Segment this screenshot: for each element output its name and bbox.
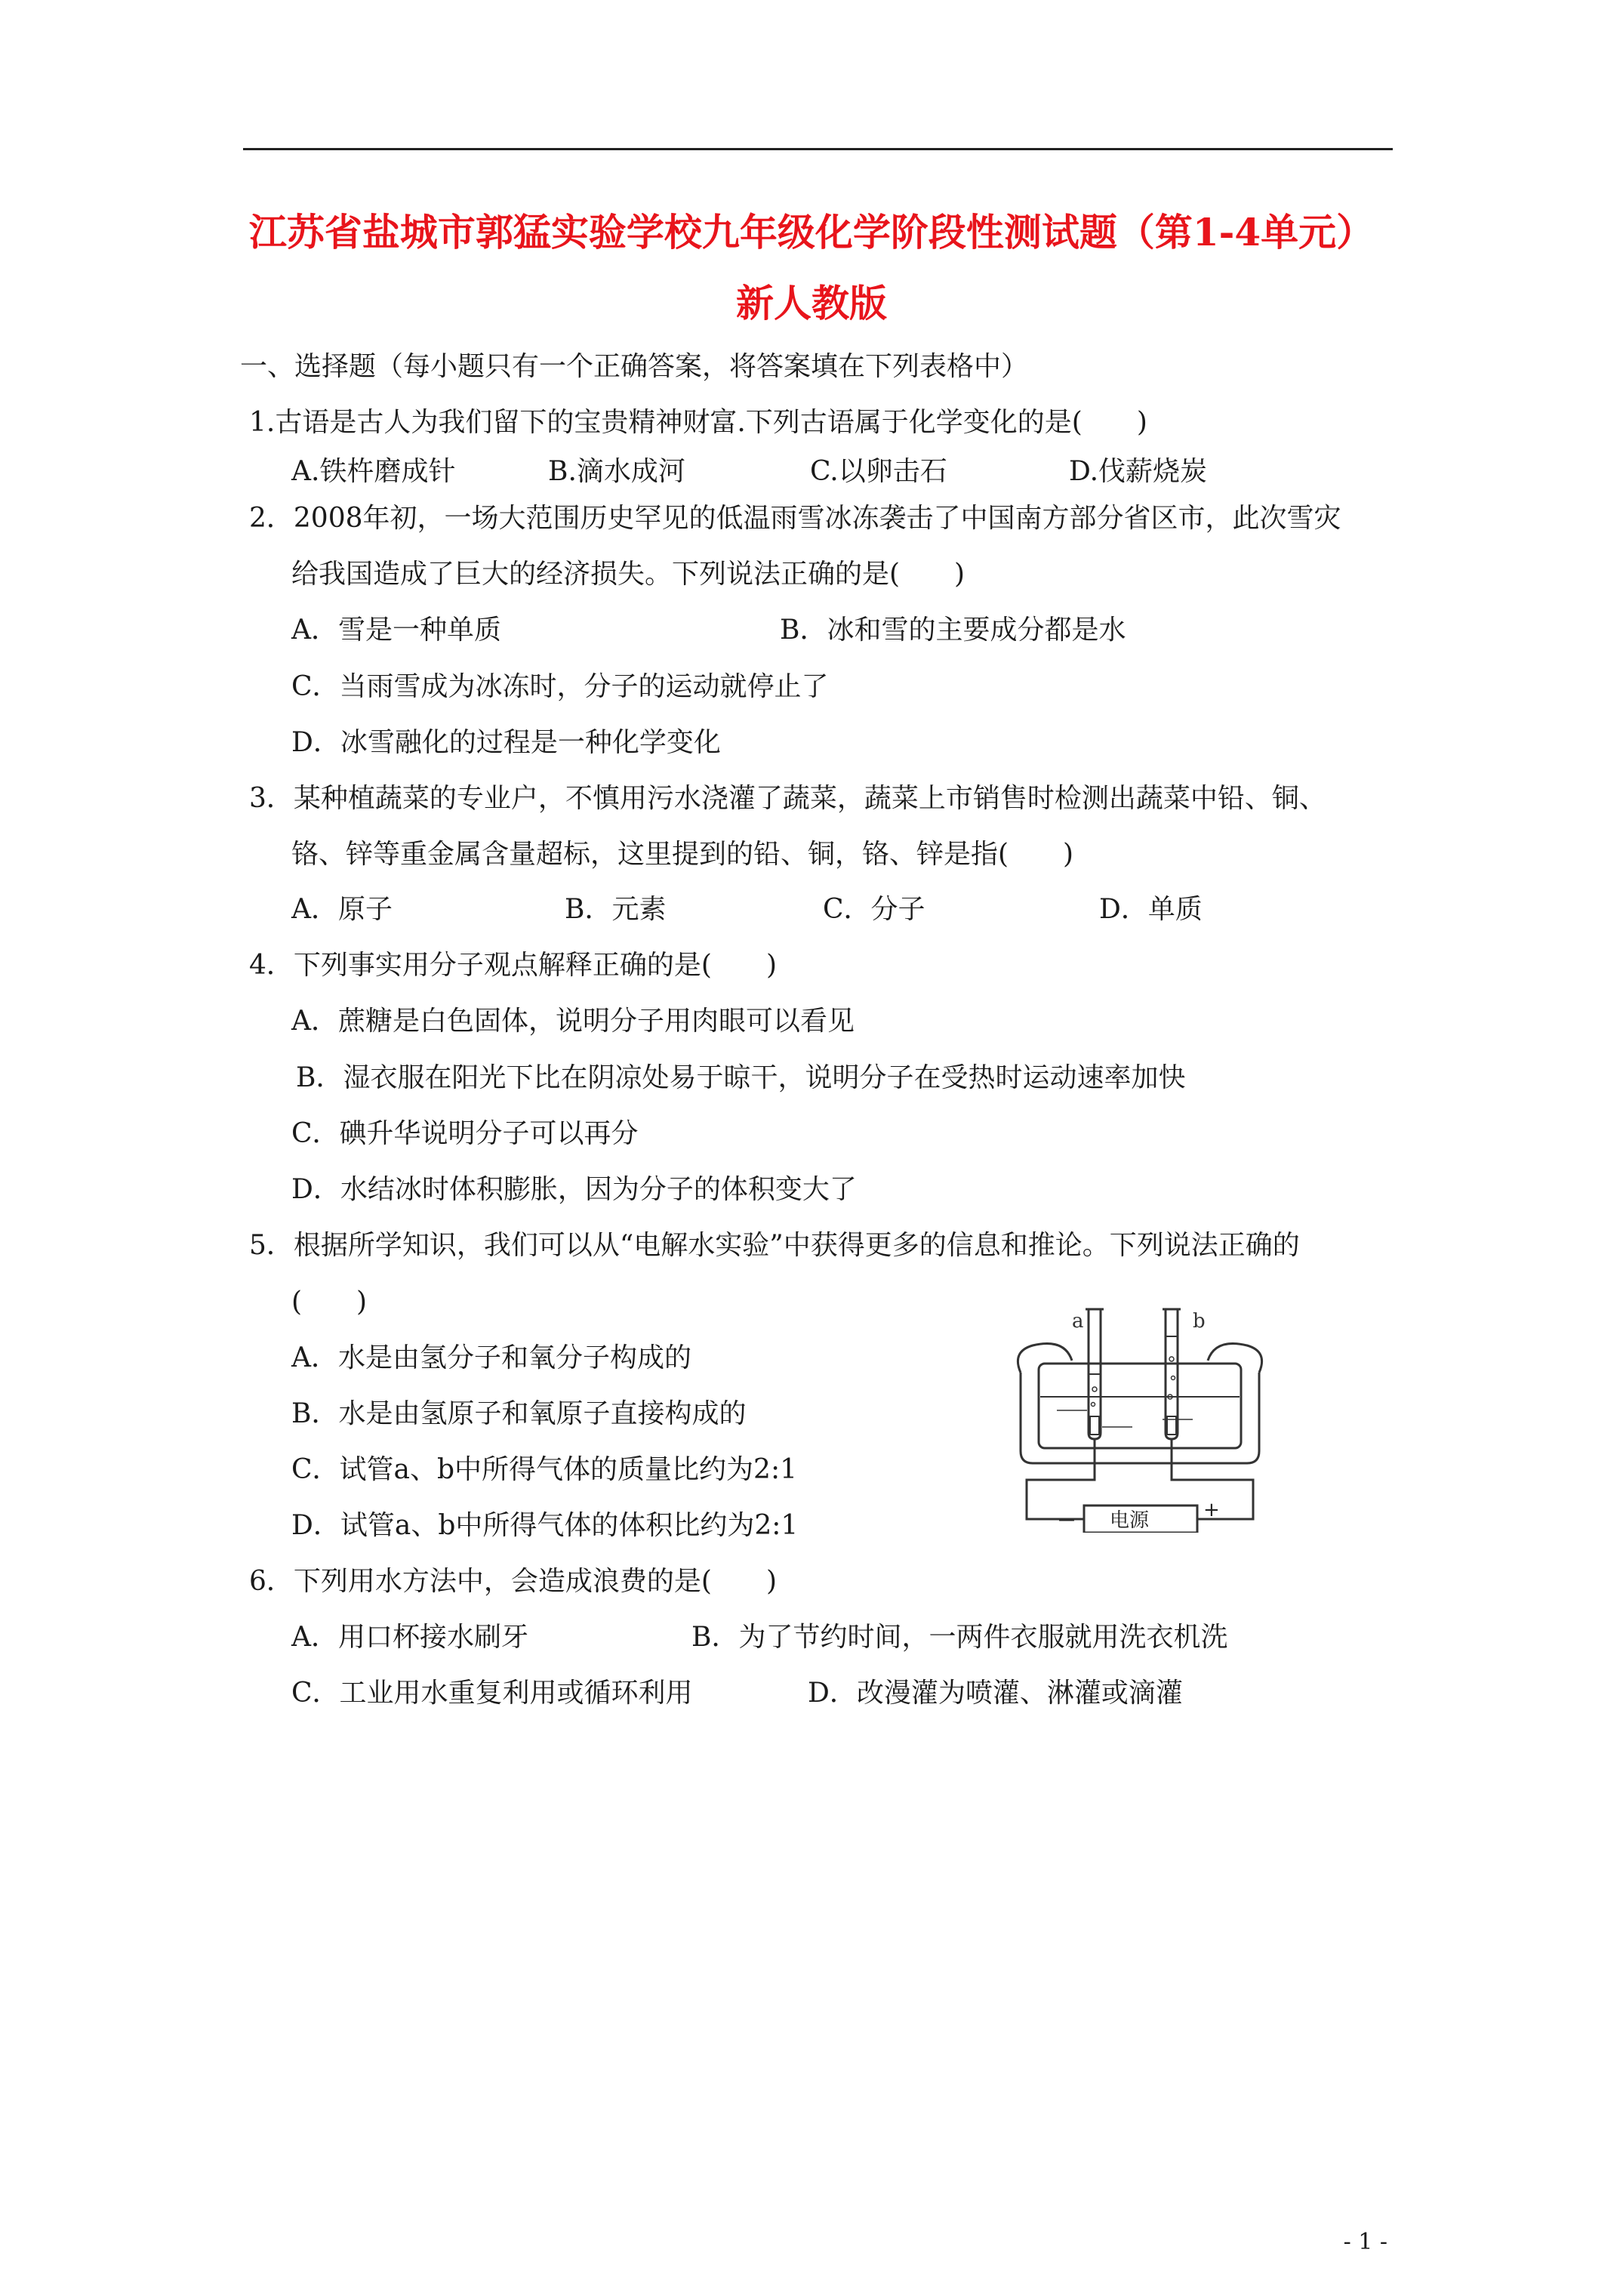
q3-stem-line2: 铬、锌等重金属含量超标，这里提到的铅、铜，铬、锌是指( ) <box>291 839 1074 870</box>
q1-stem: 1.古语是古人为我们留下的宝贵精神财富.下列古语属于化学变化的是( ) <box>249 407 1147 438</box>
q4-stem: 4．下列事实用分子观点解释正确的是( ) <box>249 950 777 981</box>
electrode-a <box>1090 1416 1099 1435</box>
q5-option-b: B．水是由氢原子和氧原子直接构成的 <box>291 1398 747 1429</box>
q6-option-b: B．为了节约时间，一两件衣服就用洗衣机洗 <box>691 1622 1228 1653</box>
q3-stem-line1: 3．某种植蔬菜的专业户，不慎用污水浇灌了蔬菜，蔬菜上市销售时检测出蔬菜中铅、铜、 <box>249 783 1326 814</box>
section-heading: 一、选择题（每小题只有一个正确答案，将答案填在下列表格中） <box>240 351 1029 382</box>
q2-option-d: D．冰雪融化的过程是一种化学变化 <box>291 727 721 758</box>
plus-sign: + <box>1203 1499 1220 1521</box>
q1-option-c: C.以卵击石 <box>810 456 947 487</box>
q2-option-a: A．雪是一种单质 <box>291 615 501 646</box>
q6-stem: 6．下列用水方法中，会造成浪费的是( ) <box>249 1566 777 1597</box>
doc-title-line2: 新人教版 <box>736 281 887 325</box>
q4-option-d: D．水结冰时体积膨胀，因为分子的体积变大了 <box>291 1174 857 1205</box>
doc-title-line1: 江苏省盐城市郭猛实验学校九年级化学阶段性测试题（第1-4单元） <box>248 210 1375 254</box>
q2-option-c: C．当雨雪成为冰冻时，分子的运动就停止了 <box>291 671 829 702</box>
q4-option-a: A．蔗糖是白色固体，说明分子用肉眼可以看见 <box>291 1006 855 1037</box>
q2-option-b: B．冰和雪的主要成分都是水 <box>780 615 1126 646</box>
q6-option-a: A．用口杯接水刷牙 <box>291 1622 528 1653</box>
q2-stem-line1: 2．2008年初，一场大范围历史罕见的低温雨雪冰冻袭击了中国南方部分省区市，此次雪灾 <box>249 503 1341 534</box>
tube-b-label: b <box>1193 1310 1206 1333</box>
q6-option-c: C．工业用水重复利用或循环利用 <box>291 1678 693 1709</box>
q3-option-c: C．分子 <box>823 894 925 925</box>
q1-option-a: A.铁杵磨成针 <box>291 456 456 487</box>
q5-stem-line2: ( ) <box>291 1287 368 1318</box>
tube-a-label: a <box>1072 1310 1084 1333</box>
page-number: - 1 - <box>1343 2229 1387 2255</box>
q5-option-d: D．试管a、b中所得气体的体积比约为2:1 <box>291 1510 799 1541</box>
q5-stem-line1: 5．根据所学知识，我们可以从“电解水实验”中获得更多的信息和推论。下列说法正确的 <box>249 1230 1300 1261</box>
minus-sign: — <box>1058 1511 1075 1530</box>
q2-stem-line2: 给我国造成了巨大的经济损失。下列说法正确的是( ) <box>291 559 965 590</box>
q1-option-b: B.滴水成河 <box>548 456 685 487</box>
q3-option-a: A．原子 <box>291 894 393 925</box>
power-source-label: 电源 <box>1110 1509 1150 1532</box>
q1-option-d: D.伐薪烧炭 <box>1069 456 1208 487</box>
trough-inner <box>1039 1364 1241 1448</box>
q3-option-d: D．单质 <box>1099 894 1203 925</box>
electrolysis-diagram <box>1012 1291 1268 1533</box>
water-trough <box>1018 1344 1261 1464</box>
q5-option-a: A．水是由氢分子和氧分子构成的 <box>291 1342 691 1373</box>
header-rule <box>243 148 1393 150</box>
q4-option-c: C．碘升华说明分子可以再分 <box>291 1118 639 1149</box>
q5-option-c: C．试管a、b中所得气体的质量比约为2:1 <box>291 1454 797 1485</box>
q3-option-b: B．元素 <box>565 894 667 925</box>
q6-option-d: D．改漫灌为喷灌、淋灌或滴灌 <box>808 1678 1183 1709</box>
q4-option-b: B．湿衣服在阳光下比在阴凉处易于晾干，说明分子在受热时运动速率加快 <box>296 1062 1186 1093</box>
